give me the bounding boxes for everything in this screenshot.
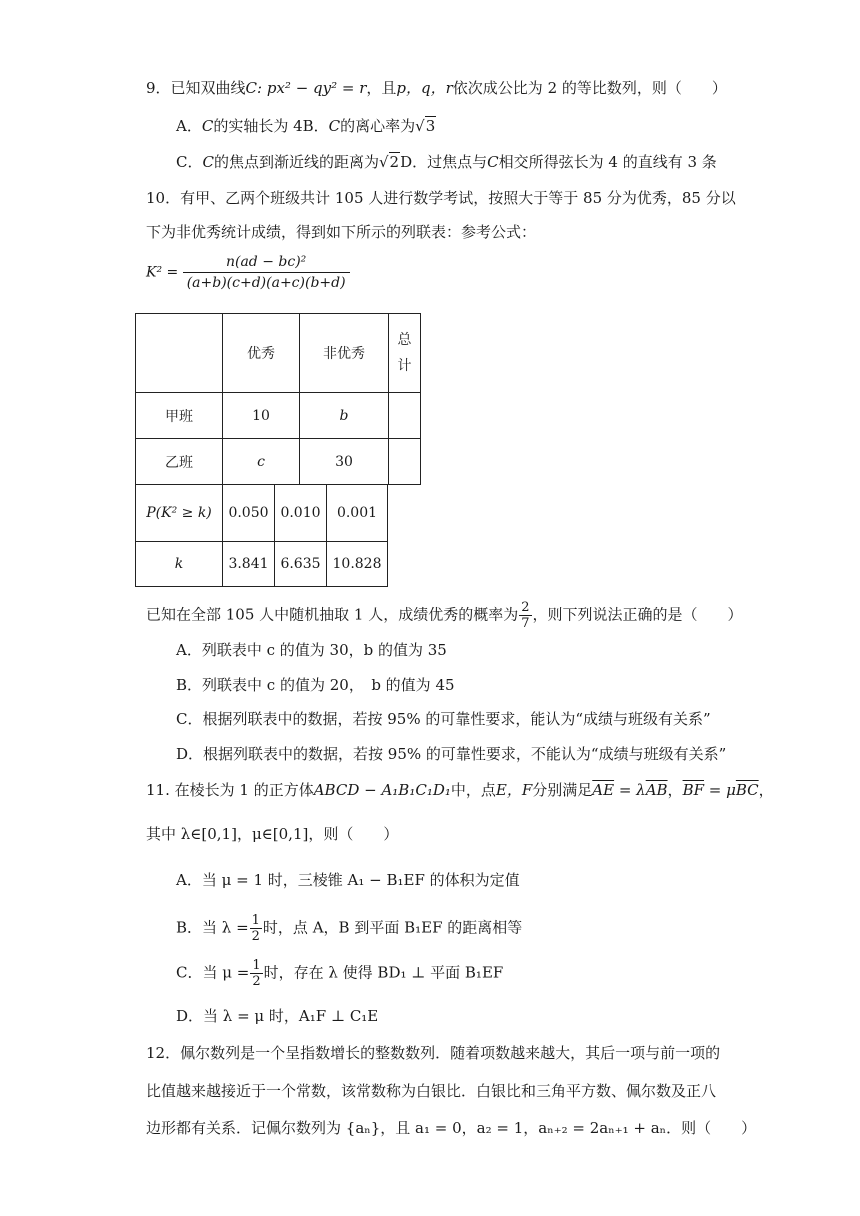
q12-line2: 比值越来越接近于一个常数，该常数称为白银比．白银比和三角平方数、佩尔数及正八 bbox=[146, 1082, 717, 1100]
q12-line1: 12．佩尔数列是一个呈指数增长的整数数列．随着项数越来越大，其后一项与前一项的 bbox=[146, 1044, 721, 1062]
q9-option-c[interactable]: C．C的焦点到渐近线的距离为√2 bbox=[176, 153, 400, 171]
q9-option-b[interactable]: B．C的离心率为√3 bbox=[302, 117, 436, 135]
table-header-empty bbox=[135, 313, 223, 393]
table-k-label: k bbox=[135, 541, 223, 587]
table-row-yi-total bbox=[388, 438, 421, 485]
q10-option-d[interactable]: D．根据列联表中的数据，若按 95% 的可靠性要求，不能认为“成绩与班级有关系” bbox=[176, 745, 727, 763]
table-row-yi-non-excellent: 30 bbox=[299, 438, 389, 485]
table-row-jia-excellent: 10 bbox=[222, 392, 300, 439]
q9-option-d[interactable]: D．过焦点与C相交所得弦长为 4 的直线有 3 条 bbox=[400, 153, 717, 171]
q11-stem: 11. 在棱长为 1 的正方体ABCD − A₁B₁C₁D₁中，点E，F分别满足$\overline{AE} = \lambda\overline{AB}$，$\overline{BF} = \mu\overline{BC}$， bbox=[146, 781, 774, 799]
table-p-label: P(K² ≥ k) bbox=[135, 484, 223, 542]
table-header-excellent: 优秀 bbox=[222, 313, 300, 393]
q10-option-a[interactable]: A．列联表中 c 的值为 30，b 的值为 35 bbox=[176, 641, 447, 659]
q9-options-ab bbox=[176, 116, 436, 136]
q11-option-d[interactable]: D．当 λ = μ 时，A₁F ⊥ C₁E bbox=[176, 1007, 379, 1025]
table-k-value: 3.841 bbox=[222, 541, 275, 587]
sqrt-2: √2 bbox=[378, 153, 400, 171]
table-k-value: 6.635 bbox=[274, 541, 327, 587]
q9-option-a[interactable]: A．C的实轴长为 4 bbox=[176, 117, 303, 135]
fraction-1-2: $\frac{1}{2}$ bbox=[251, 913, 260, 944]
q12-line3: 边形都有关系．记佩尔数列为 {aₙ}，且 a₁ = 0，a₂ = 1，aₙ₊₂ = 2aₙ₊₁ + aₙ．则（ ） bbox=[146, 1119, 757, 1137]
q9-options-cd bbox=[176, 152, 717, 172]
q10-stem-line1: 10．有甲、乙两个班级共计 105 人进行数学考试，按照大于等于 85 分为优秀，85 分以 bbox=[146, 189, 736, 207]
table-k-value: 10.828 bbox=[326, 541, 388, 587]
q10-option-c[interactable]: C．根据列联表中的数据，若按 95% 的可靠性要求，能认为“成绩与班级有关系” bbox=[176, 710, 711, 728]
q11-option-a[interactable]: A．当 μ = 1 时，三棱锥 A₁ − B₁EF 的体积为定值 bbox=[176, 871, 520, 889]
table-p-value: 0.010 bbox=[274, 484, 327, 542]
table-header-non-excellent: 非优秀 bbox=[299, 313, 389, 393]
table-row-jia-label: 甲班 bbox=[135, 392, 223, 439]
q11-option-c[interactable]: C．当 μ = $\frac{1}{2}$ 时，存在 λ 使得 BD₁ ⊥ 平面 B₁EF bbox=[176, 958, 504, 989]
table-row-jia-total bbox=[388, 392, 421, 439]
q11-option-b[interactable]: B．当 λ = $\frac{1}{2}$ 时，点 A，B 到平面 B₁EF 的距离相等 bbox=[176, 913, 523, 944]
q10-option-b[interactable]: B．列联表中 c 的值为 20， b 的值为 45 bbox=[176, 676, 455, 694]
table-header-total: 总计 bbox=[388, 313, 421, 393]
q10-stem-line2: 下为非优秀统计成绩，得到如下所示的列联表：参考公式： bbox=[146, 223, 537, 241]
table-p-value: 0.050 bbox=[222, 484, 275, 542]
table-p-value: 0.001 bbox=[326, 484, 388, 542]
sqrt-3: √3 bbox=[415, 117, 436, 135]
chi-square-formula: K² = $\frac{\text{n(ad − bc)²}}{(a+b)(c+d)(a+c)(b+d)}$ bbox=[146, 254, 350, 291]
table-row-yi-excellent: c bbox=[222, 438, 300, 485]
table-row-yi-label: 乙班 bbox=[135, 438, 223, 485]
fraction-2-7: $\frac{2}{7}$ bbox=[521, 600, 530, 631]
table-row-jia-non-excellent: b bbox=[299, 392, 389, 439]
fraction-1-2: $\frac{1}{2}$ bbox=[252, 958, 261, 989]
q11-range: 其中 λ∈[0,1]，μ∈[0,1]，则（ ） bbox=[146, 825, 399, 843]
q10-condition: 已知在全部 105 人中随机抽取 1 人，成绩优秀的概率为 $\frac{2}{7}$ ，则下列说法正确的是（ ） bbox=[146, 600, 743, 631]
q9-stem: 9．已知双曲线C: px² − qy² = r，且p，q，r依次成公比为 2 的等比数列，则（ ） bbox=[146, 79, 727, 97]
